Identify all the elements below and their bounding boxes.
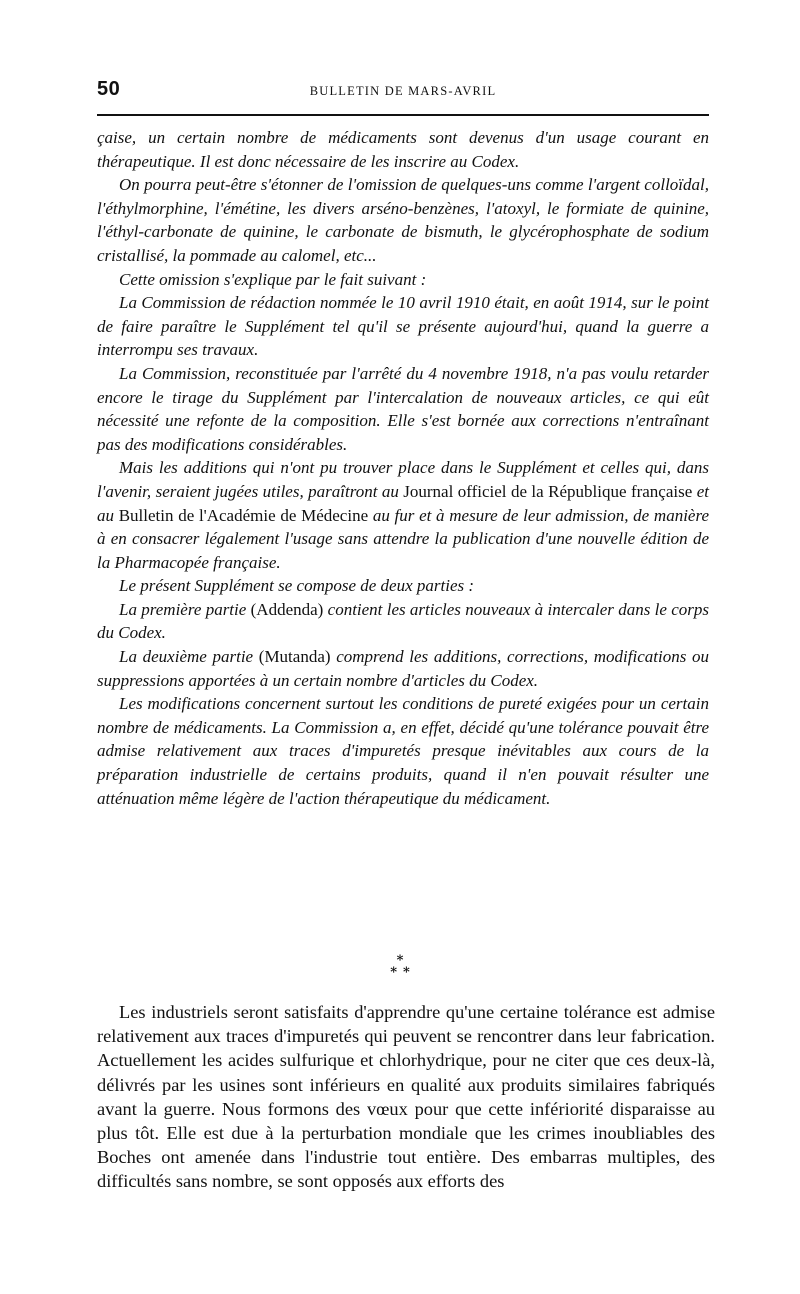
paragraph-commission-1910: La Commission de rédaction nommée le 10 avril 1910 était, en août 1914, sur le point de faire paraître le Supplément tel qu'il se présente aujourd'hui, quand la guerre a interrompu ses travaux. [97,293,709,360]
paragraph-addenda: La première partie (Addenda) contient les articles nouveaux à intercaler dans le corps du Codex. [97,599,710,643]
running-title: BULLETIN DE MARS-AVRIL [309,84,497,98]
page-header [97,78,709,104]
paragraph-explanation: Cette omission s'explique par le fait suivant : [119,269,427,289]
paragraph-continuation: çaise, un certain nombre de médicaments sont devenus d'un usage courant en thérapeutique. Il est donc nécessaire de les inscrire au Codex. [97,128,709,171]
paragraph-additions: Mais les additions qui n'ont pu trouver place dans le Supplément et celles qui, dans l'avenir, seraient jugées utiles, paraîtront au Journal officiel de la République française et au Bulletin de l'Académie de Médecine au fur et à mesure de leur admission, de manière à en consacrer légalement l'usage sans attendre la publication d'une nouvelle édition de la Pharmacopée française. [97,458,709,572]
paragraph-two-parts: Le présent Supplément se compose de deux parties : [119,576,475,596]
bulletin-academie-title: Bulletin de l'Académie de Médecine [118,505,369,525]
addenda-label: (Addenda) [250,599,324,619]
roman-text-block [97,1000,715,1194]
asterism-bottom: ** [390,965,416,980]
journal-officiel-title: Journal officiel de la République française [403,481,693,501]
paragraph-modifications: Les modifications concernent surtout les conditions de pureté exigées pour un certain nombre de médicaments. La Commission a, en effet, décidé qu'une tolérance pouvait être admise relativement aux traces d'impuretés presque inévitables aux cours de la préparation industrielle de certains produits, quand il n'en pouvait résulter une atténuation même légère de l'action thérapeutique du médicament. [97,694,709,808]
mutanda-label: (Mutanda) [258,647,331,667]
paragraph-omission: On pourra peut-être s'étonner de l'omission de quelques-uns comme l'argent colloïdal, l'éthylmorphine, l'émétine, les divers arséno-benzènes, l'atoxyl, le formiate de quinine, l'éthyl-carbonate de quinine, le carbonate de bismuth, le glycérophosphate de sodium cristallisé, la pommade au calomel, etc... [97,175,709,265]
paragraph-mutanda: La deuxième partie (Mutanda) comprend les additions, corrections, modifications ou suppressions apportées à un certain nombre d'articles du Codex. [97,647,709,690]
paragraph-industriels: Les industriels seront satisfaits d'apprendre qu'une certaine tolérance est admise relativement aux traces d'impuretés qui peuvent se rencontrer dans leur fabrication. Actuellement les acides sulfurique et chlorhydrique, pour ne citer que ces deux-là, délivrés par les usines sont inférieurs en qualité aux produits similaires fabriqués avant la guerre. Nous formons des vœux pour que cette infériorité disparaisse au plus tôt. Elle est due à la perturbation mondiale que les crimes inoubliables des Boches ont amenée dans l'industrie tout entière. Des embarras multiples, des difficultés sans nombre, se sont opposés aux efforts des [97,1002,715,1192]
asterism-top: * [396,953,404,968]
header-rule [97,114,709,116]
page-number: 50 [97,78,121,100]
italic-text-block [97,126,709,810]
asterism-separator [0,955,800,979]
paragraph-commission-1918: La Commission, reconstituée par l'arrêté du 4 novembre 1918, n'a pas voulu retarder encore le tirage du Supplément par l'intercalation de nouveaux articles, ce qui eût nécessité une refonte de la composition. Elle s'est bornée aux corrections n'entraînant pas des modifications considérables. [97,363,709,454]
